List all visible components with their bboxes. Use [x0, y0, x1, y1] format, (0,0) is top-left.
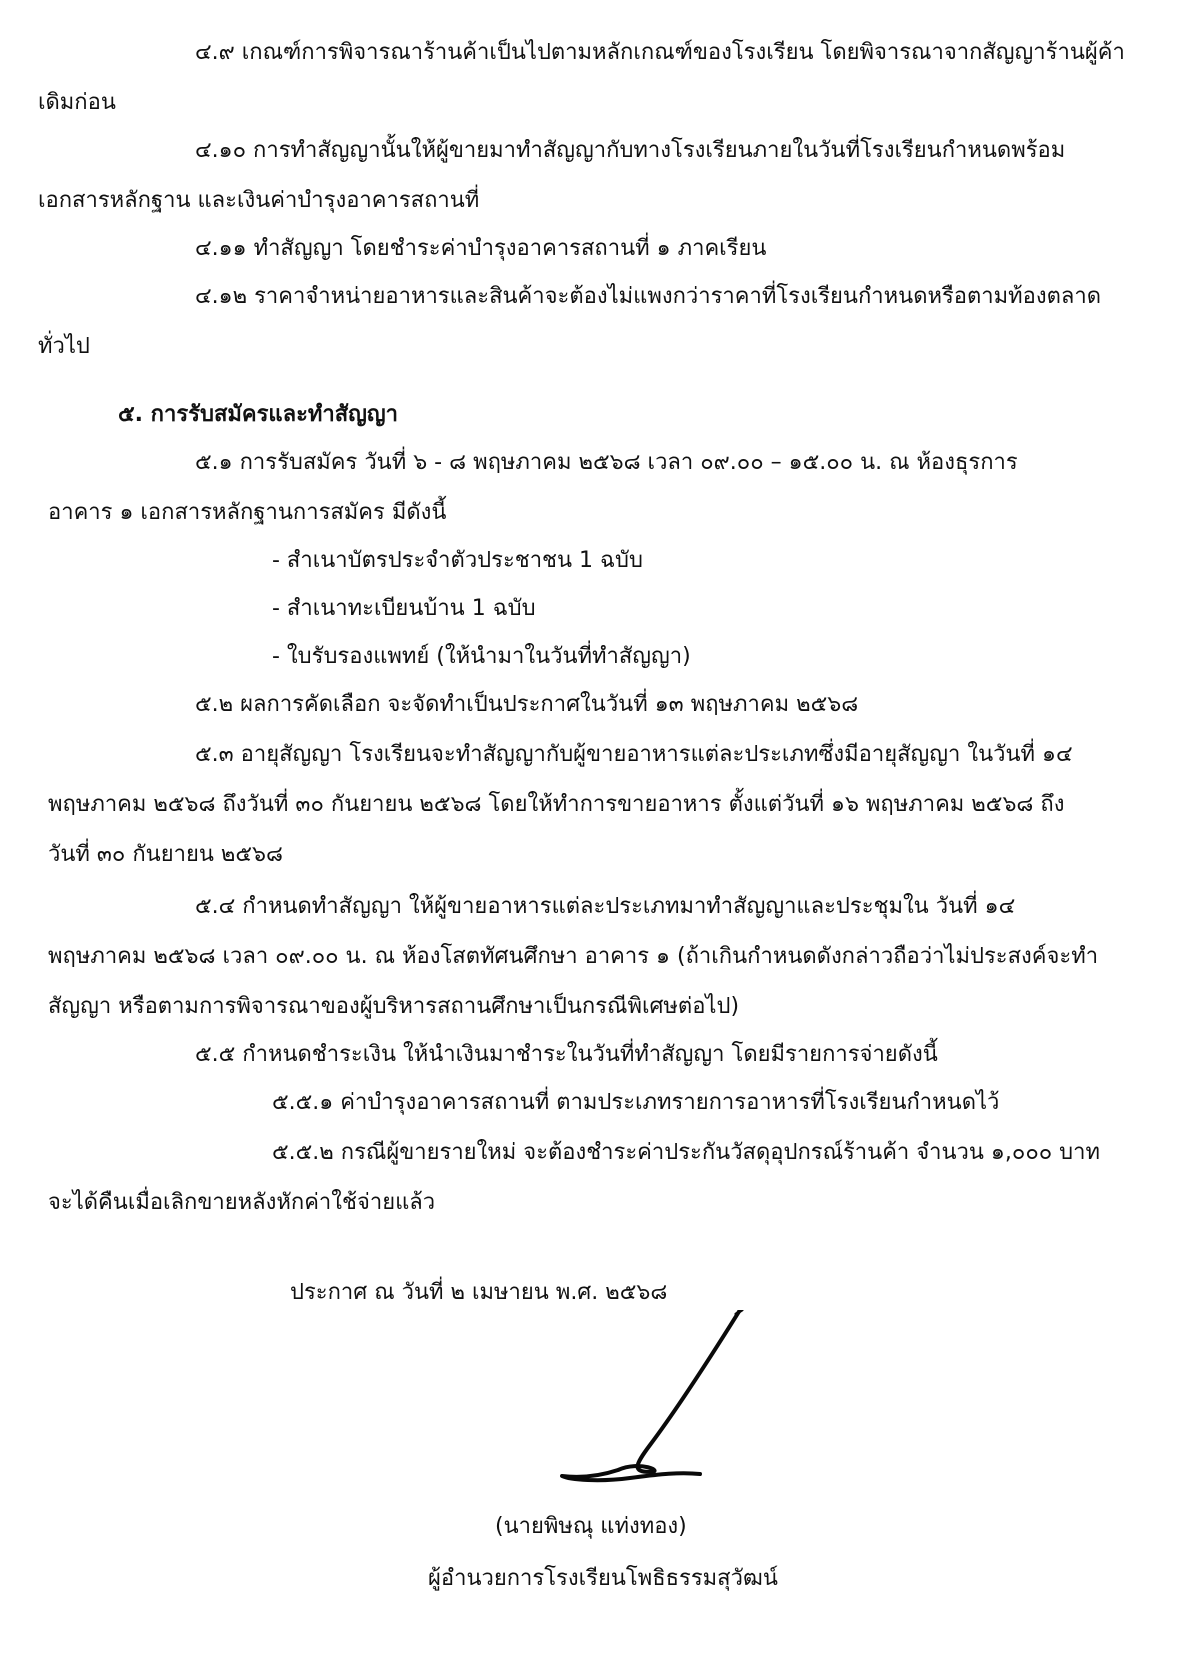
para-5-1-line-1: ๕.๑ การรับสมัคร วันที่ ๖ - ๘ พฤษภาคม ๒๕๖๘ เวลา ๐๙.๐๐ – ๑๕.๐๐ น. ณ ห้องธุรการ [195, 450, 1018, 475]
para-4-9-line-2: เดิมก่อน [38, 90, 116, 115]
para-4-11: ๔.๑๑ ทำสัญญา โดยชำระค่าบำรุงอาคารสถานที่ ๑ ภาคเรียน [195, 236, 767, 261]
signer-name: (นายพิษณุ แท่งทอง) [495, 1514, 687, 1539]
para-5-4-line-1: ๕.๔ กำหนดทำสัญญา ให้ผู้ขายอาหารแต่ละประเภทมาทำสัญญาและประชุมใน วันที่ ๑๔ [195, 894, 1016, 919]
para-5-5-2-line-2: จะได้คืนเมื่อเลิกขายหลังหักค่าใช้จ่ายแล้ว [48, 1190, 436, 1215]
para-5-3-line-2: พฤษภาคม ๒๕๖๘ ถึงวันที่ ๓๐ กันยายน ๒๕๖๘ โดยให้ทำการขายอาหาร ตั้งแต่วันที่ ๑๖ พฤษภาคม ๒๕๖๘ ถึง [48, 792, 1065, 817]
para-4-12-line-2: ทั่วไป [38, 334, 90, 359]
para-5-4-line-2: พฤษภาคม ๒๕๖๘ เวลา ๐๙.๐๐ น. ณ ห้องโสตทัศนศึกษา อาคาร ๑ (ถ้าเกินกำหนดดังกล่าวถือว่าไม่ประสงค์จะทำ [48, 944, 1099, 969]
para-5-1-line-2: อาคาร ๑ เอกสารหลักฐานการสมัคร มีดังนี้ [48, 500, 447, 525]
para-4-9-line-1: ๔.๙ เกณฑ์การพิจารณาร้านค้าเป็นไปตามหลักเกณฑ์ของโรงเรียน โดยพิจารณาจากสัญญาร้านผู้ค้า [195, 40, 1125, 65]
doc-item-medical-certificate: - ใบรับรองแพทย์ (ให้นำมาในวันที่ทำสัญญา) [272, 644, 691, 669]
para-5-5: ๕.๕ กำหนดชำระเงิน ให้นำเงินมาชำระในวันที่ทำสัญญา โดยมีรายการจ่ายดังนี้ [195, 1042, 938, 1067]
para-4-10-line-2: เอกสารหลักฐาน และเงินค่าบำรุงอาคารสถานที่ [38, 188, 480, 213]
signature-mark [540, 1310, 780, 1490]
para-5-5-1: ๕.๕.๑ ค่าบำรุงอาคารสถานที่ ตามประเภทรายการอาหารที่โรงเรียนกำหนดไว้ [272, 1090, 1000, 1115]
para-4-10-line-1: ๔.๑๐ การทำสัญญานั้นให้ผู้ขายมาทำสัญญากับทางโรงเรียนภายในวันที่โรงเรียนกำหนดพร้อม [195, 138, 1066, 163]
doc-item-id-card: - สำเนาบัตรประจำตัวประชาชน 1 ฉบับ [272, 548, 643, 573]
doc-item-house-registration: - สำเนาทะเบียนบ้าน 1 ฉบับ [272, 596, 536, 621]
para-5-4-line-3: สัญญา หรือตามการพิจารณาของผู้บริหารสถานศึกษาเป็นกรณีพิเศษต่อไป) [48, 994, 740, 1019]
para-4-12-line-1: ๔.๑๒ ราคาจำหน่ายอาหารและสินค้าจะต้องไม่แพงกว่าราคาที่โรงเรียนกำหนดหรือตามท้องตลาด [195, 284, 1102, 309]
para-5-3-line-1: ๕.๓ อายุสัญญา โรงเรียนจะทำสัญญากับผู้ขายอาหารแต่ละประเภทซึ่งมีอายุสัญญา ในวันที่ ๑๔ [195, 742, 1073, 767]
signer-title: ผู้อำนวยการโรงเรียนโพธิธรรมสุวัฒน์ [428, 1566, 778, 1591]
para-5-3-line-3: วันที่ ๓๐ กันยายน ๒๕๖๘ [48, 842, 283, 867]
para-5-5-2-line-1: ๕.๕.๒ กรณีผู้ขายรายใหม่ จะต้องชำระค่าประกันวัสดุอุปกรณ์ร้านค้า จำนวน ๑,๐๐๐ บาท [272, 1140, 1100, 1165]
para-5-2: ๕.๒ ผลการคัดเลือก จะจัดทำเป็นประกาศในวันที่ ๑๓ พฤษภาคม ๒๕๖๘ [195, 692, 859, 717]
section-5-heading: ๕. การรับสมัครและทำสัญญา [118, 402, 399, 427]
announcement-date: ประกาศ ณ วันที่ ๒ เมษายน พ.ศ. ๒๕๖๘ [290, 1280, 668, 1305]
